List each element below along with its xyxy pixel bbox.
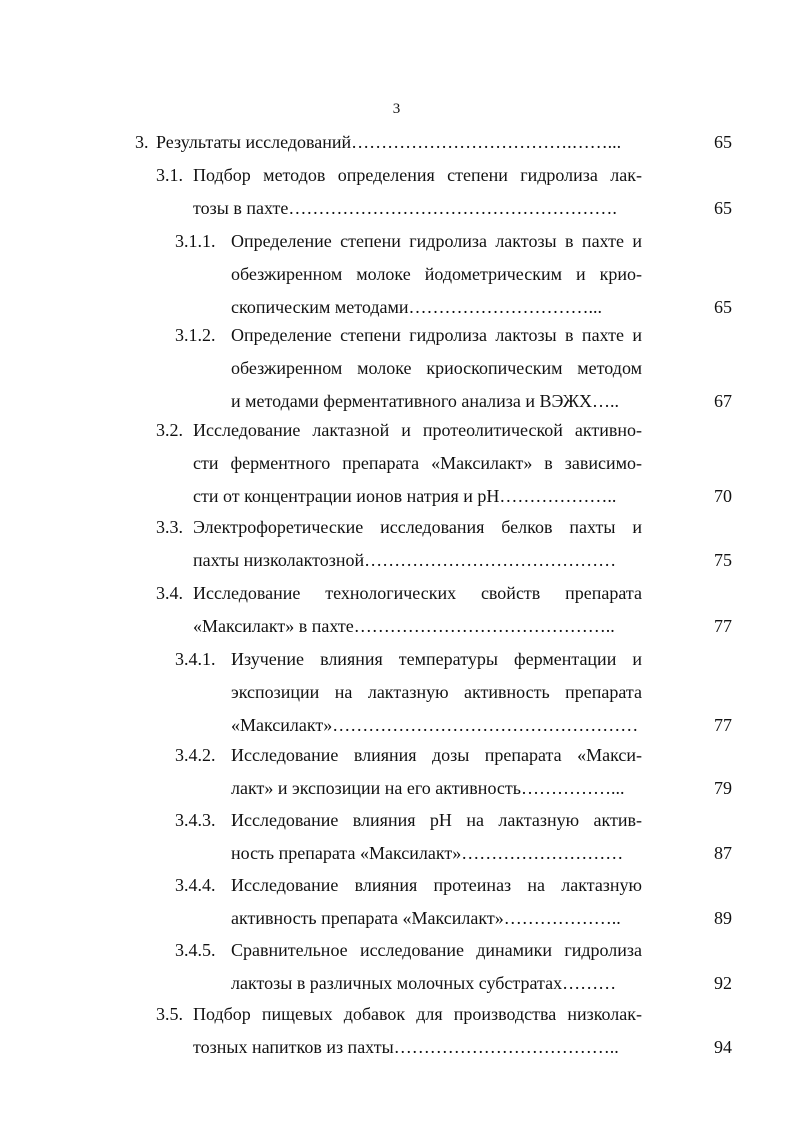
toc-entry-page: 75 <box>714 550 732 570</box>
toc-entry-line: Исследование лактазной и протеолитической активно- <box>193 420 642 440</box>
toc-entry-line: Исследование влияния протеиназ на лактазную <box>231 875 642 895</box>
toc-entry-page: 77 <box>714 715 732 735</box>
toc-entry-line: и методами ферментативного анализа и ВЭЖХ….. <box>231 391 620 411</box>
toc-entry-line: Результаты исследований……………………………….……... <box>156 132 622 152</box>
toc-entry-number: 3.1. <box>156 165 183 185</box>
toc-entry-page: 89 <box>714 908 732 928</box>
toc-entry-number: 3.4.4. <box>175 875 216 895</box>
toc-entry-number: 3.4.3. <box>175 810 216 830</box>
toc-entry-line: Определение степени гидролиза лактозы в пахте и <box>231 325 642 345</box>
toc-entry-line: тозных напитков из пахты……………………………….. <box>193 1037 619 1057</box>
toc-entry-line: сти от концентрации ионов натрия и рН……………….. <box>193 486 617 506</box>
toc-entry-number: 3.3. <box>156 517 183 537</box>
toc-entry-line: сти ферментного препарата «Максилакт» в зависимо- <box>193 453 642 473</box>
toc-entry-number: 3.2. <box>156 420 183 440</box>
toc-entry-page: 77 <box>714 616 732 636</box>
toc-entry-line: Определение степени гидролиза лактозы в пахте и <box>231 231 642 251</box>
toc-entry-line: Изучение влияния температуры ферментации и <box>231 649 642 669</box>
toc-entry-line: Подбор методов определения степени гидролиза лак- <box>193 165 642 185</box>
toc-entry-line: Сравнительное исследование динамики гидролиза <box>231 940 642 960</box>
toc-entry-line: Электрофоретические исследования белков пахты и <box>193 517 642 537</box>
toc-entry-line: Подбор пищевых добавок для производства низколак- <box>193 1004 642 1024</box>
toc-entry-line: обезжиренном молоке криоскопическим методом <box>231 358 642 378</box>
toc-entry-line: лакт» и экспозиции на его активность……………... <box>231 778 625 798</box>
toc-entry-number: 3.1.1. <box>175 231 216 251</box>
toc-entry-line: Исследование технологических свойств препарата <box>193 583 642 603</box>
toc-entry-line: «Максилакт» в пахте…………………………………….. <box>193 616 615 636</box>
toc-entry-number: 3.4.5. <box>175 940 216 960</box>
toc-entry-page: 94 <box>714 1037 732 1057</box>
toc-entry-number: 3.4.2. <box>175 745 216 765</box>
toc-entry-line: Исследование влияния дозы препарата «Макси- <box>231 745 642 765</box>
toc-entry-number: 3.4. <box>156 583 183 603</box>
toc-entry-page: 65 <box>714 297 732 317</box>
toc-entry-page: 65 <box>714 198 732 218</box>
toc-entry-line: обезжиренном молоке йодометрическим и крио- <box>231 264 642 284</box>
toc-entry-page: 87 <box>714 843 732 863</box>
toc-entry-line: пахты низколактозной…………………………………… <box>193 550 617 570</box>
toc-entry-line: тозы в пахте………………………………………………. <box>193 198 617 218</box>
toc-entry-number: 3.5. <box>156 1004 183 1024</box>
toc-entry-page: 65 <box>714 132 732 152</box>
toc-entry-line: скопическим методами…………………………... <box>231 297 602 317</box>
toc-entry-line: Исследование влияния рН на лактазную актив- <box>231 810 642 830</box>
toc-entry-number: 3.4.1. <box>175 649 216 669</box>
page-number: 3 <box>392 101 401 117</box>
toc-entry-page: 67 <box>714 391 732 411</box>
toc-entry-line: экспозиции на лактазную активность препарата <box>231 682 642 702</box>
toc-entry-page: 79 <box>714 778 732 798</box>
toc-entry-line: «Максилакт»…………………………………………… <box>231 715 639 735</box>
toc-entry-page: 70 <box>714 486 732 506</box>
toc-entry-number: 3.1.2. <box>175 325 216 345</box>
toc-entry-line: лактозы в различных молочных субстратах……… <box>231 973 617 993</box>
toc-entry-line: ность препарата «Максилакт»……………………… <box>231 843 624 863</box>
toc-entry-number: 3. <box>135 132 149 152</box>
toc-entry-line: активность препарата «Максилакт»……………….. <box>231 908 621 928</box>
toc-entry-page: 92 <box>714 973 732 993</box>
